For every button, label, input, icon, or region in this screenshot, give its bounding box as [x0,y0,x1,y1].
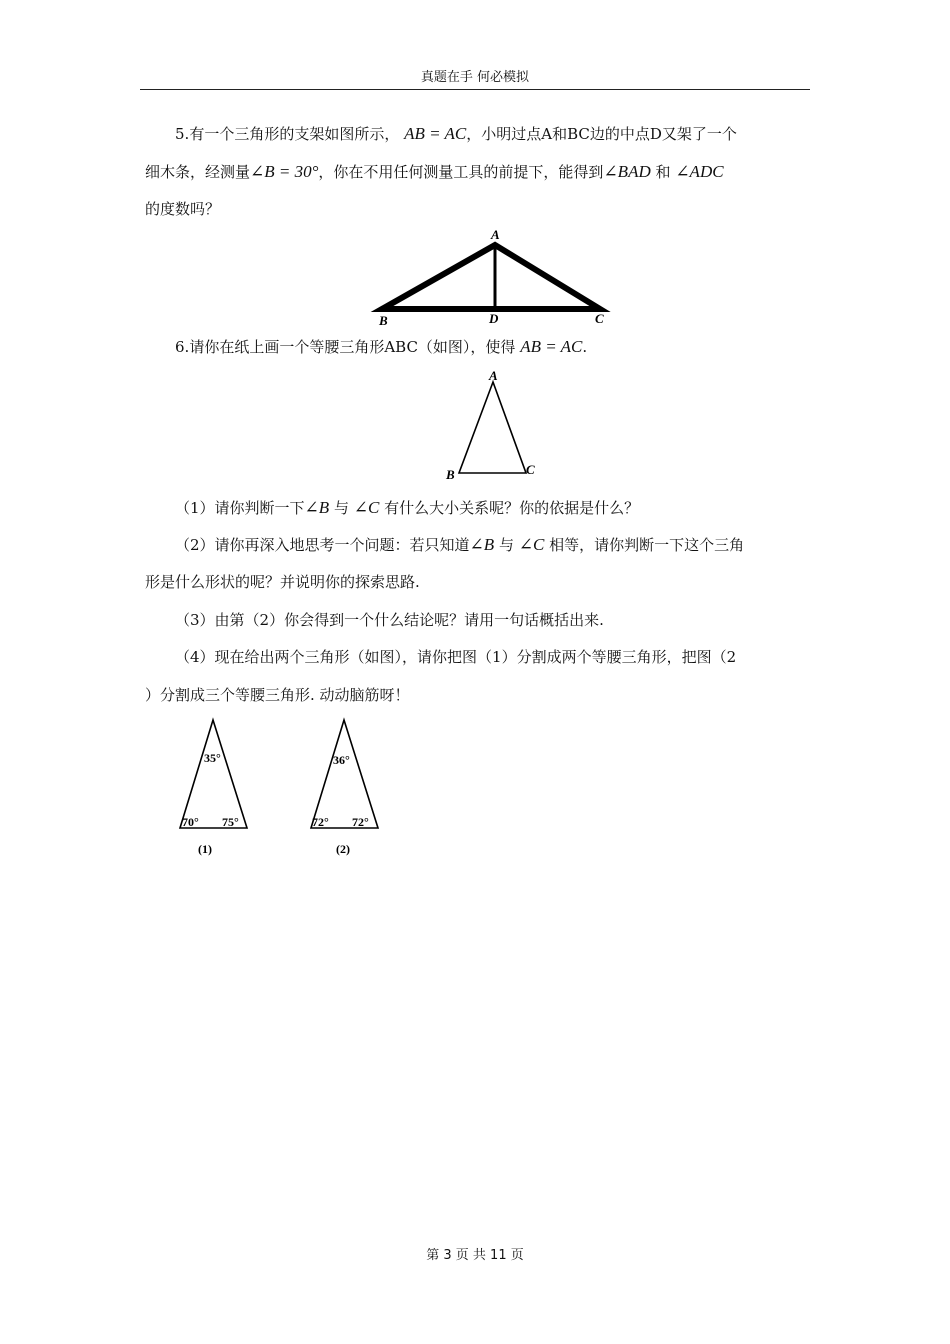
q6-p2-angle-c: ∠C [518,535,545,554]
q6-p1-mid: 与 [333,499,349,517]
label-b: B [446,467,455,482]
header-rule [140,89,810,90]
q6-p4-line-2: ）分割成三个等腰三角形. 动动脑筋呀！ [145,686,410,704]
page-footer: 第 3 页 共 11 页 [426,1248,524,1263]
fig-2-caption: (2) [336,842,350,856]
q6-p2-lead: （2）请你再深入地思考一个问题：若只知道 [175,536,470,554]
q5-number: 5. [175,125,190,143]
fig-2-triangle [311,720,378,828]
q6-text-a: 请你在纸上画一个等腰三角形ABC（如图），使得 [189,338,516,356]
fig-1 [170,716,260,861]
q5-angle-b: ∠B = 30° [250,162,319,181]
q5-and: 和 [655,163,671,181]
q6-p3-text: （3）由第（2）你会得到一个什么结论呢？请用一句话概括出来. [175,611,604,629]
fig-1-triangle [180,720,247,828]
q6-p2-mid: 与 [498,536,514,554]
q6-p1-lead: （1）请你判断一下 [175,499,305,517]
q6-p4-line-1 [145,647,810,667]
q6-figure [440,368,550,486]
q6-p1-tail: 有什么大小关系呢？你的依据是什么？ [384,499,640,517]
fig-1-top-angle: 35° [204,751,221,765]
q5-line-1 [145,124,810,144]
q6-eq: AB = AC [520,337,583,356]
q5-text-a: 有一个三角形的支架如图所示， [189,125,400,143]
page-header: 真题在手 何必模拟 [420,70,530,85]
q5-text-d: ，你在不用任何测量工具的前提下，能得到 [318,163,604,181]
q6-p1-angle-b: ∠B [304,498,330,517]
fig-1-left-angle: 70° [182,815,199,829]
q5-figure [370,225,615,330]
fig-2-top-angle: 36° [333,753,350,767]
fig-1-right-angle: 75° [222,815,239,829]
q6-p1-angle-c: ∠C [353,498,380,517]
q5-line-3: 的度数吗？ [145,200,221,218]
q5-eq: AB = AC [404,124,467,143]
q6-number: 6. [175,338,190,356]
label-c: C [595,311,604,326]
q6-p3 [145,610,810,630]
q6-p2-line-2: 形是什么形状的呢？并说明你的探索思路. [145,573,420,591]
fig-2-left-angle: 72° [312,815,329,829]
q5-angle-bad: ∠BAD [603,162,651,181]
q6-p2-line-1 [145,535,810,555]
label-d: D [489,311,499,326]
q6-p1 [145,498,810,518]
fig-2 [302,716,392,861]
label-a: A [491,227,500,242]
fig-1-caption: (1) [198,842,212,856]
q6-line-1 [145,337,810,357]
q6-p2-tail: 相等，请你判断一下这个三角 [549,536,745,554]
fig-2-right-angle: 72° [352,815,369,829]
q5-text-b: ，小明过点A和BC边的中点D又架了一个 [466,125,737,143]
label-c: C [526,462,535,477]
truss-triangle [382,245,600,309]
q5-line-2 [145,162,810,182]
q6-p4-text-1: （4）现在给出两个三角形（如图），请你把图（1）分割成两个等腰三角形，把图（2 [175,648,737,666]
label-a: A [489,368,498,383]
q6-text-b: . [582,338,588,356]
q5-text-c: 细木条，经测量 [145,163,251,181]
isosceles-triangle [459,382,526,473]
q5-angle-adc: ∠ADC [675,162,724,181]
label-b: B [379,313,388,328]
q6-p2-angle-b: ∠B [469,535,495,554]
